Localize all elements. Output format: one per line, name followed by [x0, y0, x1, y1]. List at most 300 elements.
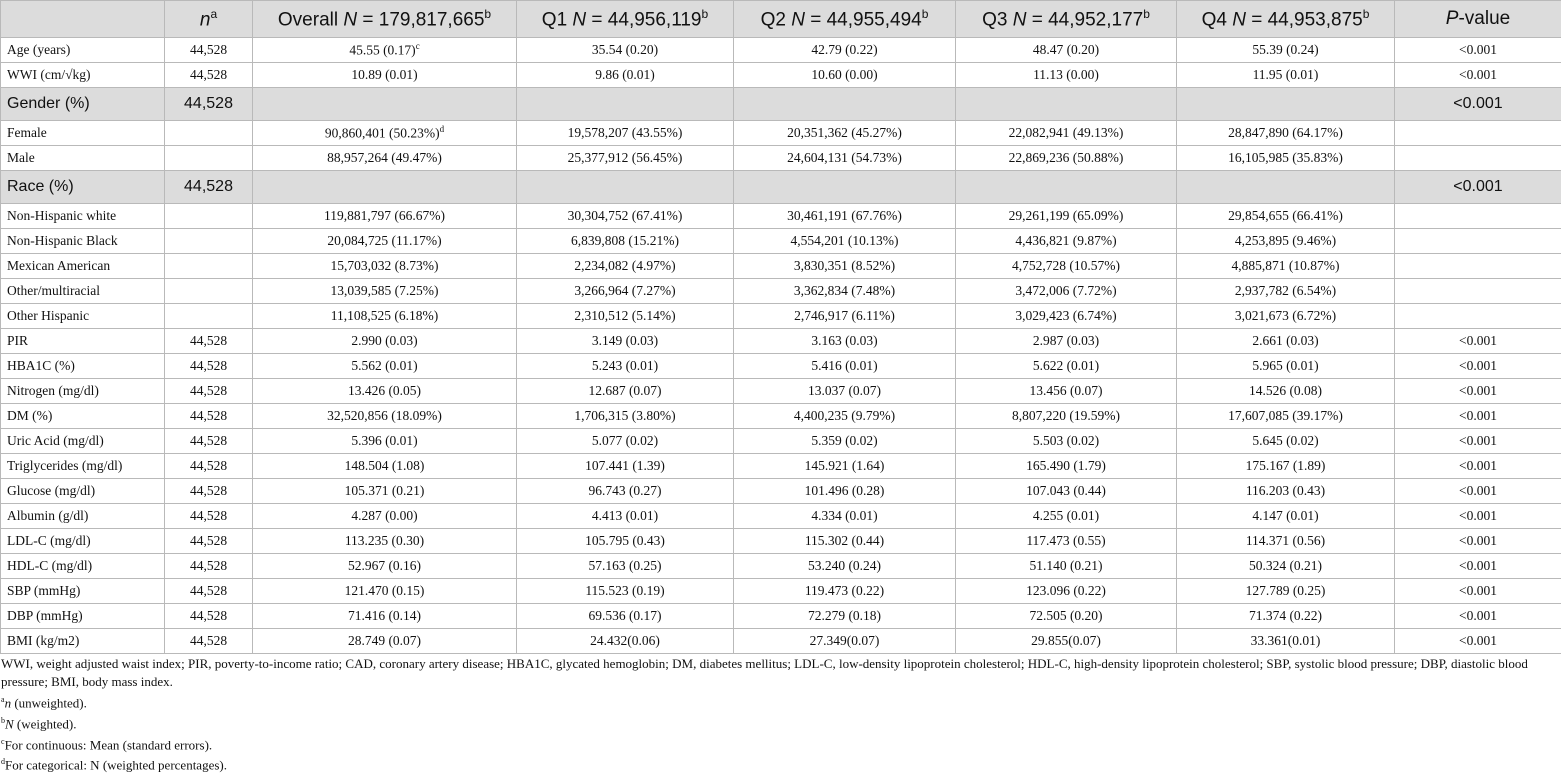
cell-value: 5.503 (0.02): [1032, 433, 1100, 448]
row-label: WWI (cm/√kg): [1, 63, 165, 88]
row-label: Albumin (g/dl): [1, 504, 165, 529]
cell-value: 113.235 (0.30): [344, 533, 425, 548]
cell-n: [165, 629, 253, 654]
cell-q4: [1177, 229, 1395, 254]
cell-q1: [517, 479, 734, 504]
cell-value: 44,528: [189, 558, 228, 573]
cell-value: 148.504 (1.08): [344, 458, 425, 473]
row-label: Gender (%): [1, 88, 165, 121]
header-italic: n: [199, 9, 211, 31]
footnote-italic: n: [4, 695, 12, 711]
cell-overall: [253, 354, 517, 379]
cell-value: 90,860,401 (50.23%): [324, 125, 440, 141]
cell-value: 3.149 (0.03): [591, 333, 659, 348]
cell-value: 127.789 (0.25): [1245, 583, 1326, 598]
cell-value: 4,752,728 (10.57%): [1012, 258, 1120, 273]
cell-value: 44,528: [189, 483, 228, 498]
cell-value: 42.79 (0.22): [811, 42, 878, 57]
table-row: [1, 504, 1561, 529]
cell-value: 16,105,985 (35.83%): [1228, 150, 1343, 165]
cell-value: 2,310,512 (5.14%): [574, 308, 676, 323]
cell-value: 1,706,315 (3.80%): [574, 408, 676, 423]
cell-value: 20,351,362 (45.27%): [787, 125, 902, 140]
cell-q2: [734, 579, 956, 604]
cell-q1: [517, 429, 734, 454]
header-footnote-mark: b: [1143, 6, 1150, 21]
cell-value: 24,604,131 (54.73%): [787, 150, 902, 165]
cell-value: 4,554,201 (10.13%): [790, 233, 899, 248]
header-text: = 44,953,875: [1245, 9, 1363, 31]
cell-overall: [253, 121, 517, 146]
cell-overall: [253, 279, 517, 304]
cell-value: 5.396 (0.01): [351, 433, 418, 448]
cell-value: <0.001: [1459, 558, 1497, 573]
cell-n: [165, 379, 253, 404]
cell-q4: [1177, 529, 1395, 554]
cell-n: [165, 146, 253, 171]
cell-value: 2,937,782 (6.54%): [1234, 283, 1337, 298]
cell-p: [1395, 121, 1561, 146]
cell-q3: [956, 304, 1177, 329]
header-text: Q4: [1201, 9, 1233, 31]
cell-value: 44,528: [189, 433, 228, 448]
cell-value: 8,807,220 (19.59%): [1012, 408, 1120, 423]
cell-q4: [1177, 629, 1395, 654]
cell-value: 32,520,856 (18.09%): [327, 408, 442, 423]
cell-value: <0.001: [1459, 358, 1497, 373]
cell-value: <0.001: [1459, 333, 1497, 348]
cell-q1: [517, 229, 734, 254]
footnote-text: (unweighted).: [11, 695, 87, 711]
cell-value: 175.167 (1.89): [1245, 458, 1326, 473]
group-row: [1, 171, 1561, 204]
row-label: Race (%): [1, 171, 165, 204]
cell-overall: [253, 629, 517, 654]
cell-q4: [1177, 454, 1395, 479]
table-row: [1, 63, 1561, 88]
cell-p: [1395, 479, 1561, 504]
cell-value: 115.302 (0.44): [804, 533, 885, 548]
cell-q3: [956, 379, 1177, 404]
cell-q3: [956, 279, 1177, 304]
footnote-mark: a: [1, 695, 5, 704]
cell-value: <0.001: [1459, 633, 1497, 648]
cell-footnote-mark: d: [439, 124, 445, 135]
header-footnote-mark: a: [210, 6, 218, 21]
cell-n: [165, 354, 253, 379]
cell-q2: [734, 171, 956, 204]
cell-q3: [956, 171, 1177, 204]
table-row: [1, 329, 1561, 354]
cell-overall: [253, 304, 517, 329]
header-cell-2: [517, 1, 734, 38]
table-row: [1, 354, 1561, 379]
table-row: [1, 229, 1561, 254]
table-row: [1, 304, 1561, 329]
cell-value: 10.60 (0.00): [811, 67, 878, 82]
cell-q1: [517, 279, 734, 304]
cell-value: 5.645 (0.02): [1252, 433, 1319, 448]
footnote-mark: c: [1, 736, 5, 746]
cell-value: 10.89 (0.01): [351, 67, 418, 82]
cell-value: 13.426 (0.05): [347, 383, 422, 398]
footnotes: [1, 691, 1559, 774]
header-text: = 44,956,119: [586, 9, 702, 31]
cell-value: 4.413 (0.01): [591, 508, 659, 523]
cell-q3: [956, 504, 1177, 529]
cell-q1: [517, 629, 734, 654]
cell-overall: [253, 254, 517, 279]
cell-p: [1395, 454, 1561, 479]
cell-p: [1395, 279, 1561, 304]
cell-value: 5.359 (0.02): [811, 433, 878, 448]
cell-q4: [1177, 404, 1395, 429]
cell-value: 3,021,673 (6.72%): [1234, 308, 1337, 323]
cell-value: 119.473 (0.22): [804, 583, 885, 598]
cell-value: 88,957,264 (49.47%): [327, 150, 442, 165]
cell-q2: [734, 279, 956, 304]
cell-overall: [253, 38, 517, 63]
cell-p: [1395, 254, 1561, 279]
cell-q1: [517, 121, 734, 146]
cell-value: 13.037 (0.07): [807, 383, 882, 398]
footnote-text: For categorical: N (weighted percentages).: [5, 757, 227, 773]
cell-value: 44,528: [189, 608, 228, 623]
cell-value: 71.416 (0.14): [347, 608, 422, 623]
cell-value: 107.043 (0.44): [1026, 483, 1106, 498]
cell-value: <0.001: [1459, 458, 1497, 473]
header-text: Q2: [760, 9, 792, 31]
cell-value: 5.562 (0.01): [351, 358, 418, 373]
cell-value: 22,082,941 (49.13%): [1008, 125, 1124, 140]
cell-n: [165, 329, 253, 354]
cell-overall: [253, 171, 517, 204]
cell-n: [165, 304, 253, 329]
cell-value: 53.240 (0.24): [807, 558, 882, 573]
cell-value: 29,854,655 (66.41%): [1228, 208, 1343, 223]
cell-value: 33.361(0.01): [1250, 633, 1321, 648]
cell-value: 44,528: [189, 583, 228, 598]
cell-q1: [517, 38, 734, 63]
row-label: Female: [1, 121, 165, 146]
cell-value: 72.505 (0.20): [1029, 608, 1103, 623]
cell-value: 116.203 (0.43): [1245, 483, 1326, 498]
header-italic: N: [1012, 9, 1027, 31]
cell-overall: [253, 88, 517, 121]
cell-value: 121.470 (0.15): [344, 583, 425, 598]
footnote-d: [1, 753, 1559, 774]
cell-n: [165, 454, 253, 479]
row-label: HDL-C (mg/dl): [1, 554, 165, 579]
header-footnote-mark: b: [701, 6, 709, 21]
cell-value: <0.001: [1459, 533, 1497, 548]
table-row: [1, 529, 1561, 554]
cell-value: 3,266,964 (7.27%): [574, 283, 676, 298]
footnote-text: (weighted).: [13, 716, 77, 732]
cell-p: [1395, 529, 1561, 554]
cell-n: [165, 604, 253, 629]
cell-q2: [734, 479, 956, 504]
cell-value: 96.743 (0.27): [588, 483, 662, 498]
row-label: DM (%): [1, 404, 165, 429]
cell-q2: [734, 379, 956, 404]
cell-q2: [734, 454, 956, 479]
cell-q2: [734, 429, 956, 454]
cell-q2: [734, 554, 956, 579]
cell-q2: [734, 304, 956, 329]
cell-n: [165, 204, 253, 229]
cell-p: [1395, 304, 1561, 329]
cell-value: 29,261,199 (65.09%): [1008, 208, 1124, 223]
cell-value: 44,528: [189, 633, 228, 648]
cell-q2: [734, 121, 956, 146]
cell-q2: [734, 629, 956, 654]
cell-value: <0.001: [1459, 483, 1497, 498]
cell-value: 20,084,725 (11.17%): [327, 233, 442, 248]
cell-value: <0.001: [1459, 408, 1497, 423]
header-text: -value: [1458, 8, 1511, 29]
cell-value: 44,528: [189, 508, 228, 523]
header-cell-4: [956, 1, 1177, 38]
cell-p: [1395, 146, 1561, 171]
cell-value: 28.749 (0.07): [347, 633, 422, 648]
cell-n: [165, 121, 253, 146]
footnote-b: [1, 712, 1559, 733]
cell-q1: [517, 354, 734, 379]
header-footnote-mark: b: [484, 6, 492, 21]
table-row: [1, 404, 1561, 429]
header-text: = 44,952,177: [1026, 9, 1144, 31]
cell-q4: [1177, 504, 1395, 529]
row-label: Other/multiracial: [1, 279, 165, 304]
cell-p: [1395, 554, 1561, 579]
cell-q3: [956, 329, 1177, 354]
cell-value: <0.001: [1459, 67, 1497, 82]
cell-q3: [956, 479, 1177, 504]
table-row: [1, 38, 1561, 63]
cell-p: [1395, 404, 1561, 429]
cell-q1: [517, 88, 734, 121]
cell-q3: [956, 629, 1177, 654]
cell-q4: [1177, 604, 1395, 629]
cell-value: <0.001: [1459, 383, 1497, 398]
cell-p: [1395, 204, 1561, 229]
group-row: [1, 88, 1561, 121]
footnote-italic: N: [5, 716, 14, 732]
cell-q2: [734, 354, 956, 379]
row-label: Age (years): [1, 38, 165, 63]
cell-value: 71.374 (0.22): [1248, 608, 1323, 623]
cell-value: 6,839,808 (15.21%): [571, 233, 679, 248]
cell-n: [165, 254, 253, 279]
cell-q2: [734, 404, 956, 429]
footnote-a: [1, 691, 1559, 712]
cell-value: 44,528: [189, 383, 228, 398]
cell-value: 11.13 (0.00): [1033, 67, 1099, 82]
cell-q1: [517, 379, 734, 404]
cell-value: 4.255 (0.01): [1032, 508, 1100, 523]
table-row: [1, 121, 1561, 146]
cell-n: [165, 279, 253, 304]
cell-q4: [1177, 88, 1395, 121]
row-label: HBA1C (%): [1, 354, 165, 379]
row-label: LDL-C (mg/dl): [1, 529, 165, 554]
cell-q4: [1177, 204, 1395, 229]
cell-q1: [517, 604, 734, 629]
cell-p: [1395, 354, 1561, 379]
cell-value: 105.371 (0.21): [344, 483, 425, 498]
cell-p: [1395, 88, 1561, 121]
cell-n: [165, 479, 253, 504]
cell-value: 57.163 (0.25): [588, 558, 662, 573]
cell-n: [165, 504, 253, 529]
cell-p: [1395, 629, 1561, 654]
cell-p: [1395, 171, 1561, 204]
row-label: SBP (mmHg): [1, 579, 165, 604]
cell-p: [1395, 229, 1561, 254]
cell-q1: [517, 171, 734, 204]
header-cell-3: [734, 1, 956, 38]
cell-value: 4.287 (0.00): [351, 508, 418, 523]
cell-n: [165, 229, 253, 254]
cell-q4: [1177, 38, 1395, 63]
cell-value: 44,528: [189, 458, 228, 473]
cell-q1: [517, 254, 734, 279]
cell-value: 114.371 (0.56): [1245, 533, 1326, 548]
cell-value: 44,528: [189, 67, 228, 82]
cell-q2: [734, 529, 956, 554]
cell-value: 11.95 (0.01): [1252, 67, 1319, 82]
cell-q2: [734, 38, 956, 63]
cell-value: 44,528: [189, 358, 228, 373]
cell-q1: [517, 554, 734, 579]
header-text: Q3: [982, 9, 1013, 31]
cell-value: 2.661 (0.03): [1252, 333, 1319, 348]
cell-q1: [517, 454, 734, 479]
cell-value: 11,108,525 (6.18%): [330, 308, 439, 323]
row-label: Male: [1, 146, 165, 171]
cell-q2: [734, 604, 956, 629]
cell-q4: [1177, 279, 1395, 304]
cell-overall: [253, 579, 517, 604]
cell-q3: [956, 604, 1177, 629]
cell-value: 44,528: [184, 178, 233, 195]
cell-value: 105.795 (0.43): [585, 533, 665, 548]
cell-p: [1395, 504, 1561, 529]
header-cell-6: [1395, 1, 1561, 38]
cell-value: 5.077 (0.02): [591, 433, 659, 448]
cell-q4: [1177, 554, 1395, 579]
cell-value: 51.140 (0.21): [1029, 558, 1103, 573]
header-footnote-mark: b: [1362, 6, 1370, 21]
row-label: DBP (mmHg): [1, 604, 165, 629]
cell-n: [165, 554, 253, 579]
cell-q3: [956, 229, 1177, 254]
table-row: [1, 554, 1561, 579]
cell-value: 17,607,085 (39.17%): [1228, 408, 1343, 423]
cell-value: 69.536 (0.17): [588, 608, 662, 623]
cell-n: [165, 38, 253, 63]
cell-value: 48.47 (0.20): [1032, 42, 1100, 57]
cell-q2: [734, 63, 956, 88]
header-text: Overall: [277, 9, 344, 31]
cell-q1: [517, 204, 734, 229]
cell-overall: [253, 504, 517, 529]
cell-overall: [253, 404, 517, 429]
header-italic: N: [791, 9, 805, 31]
cell-value: 3,362,834 (7.48%): [793, 283, 896, 298]
cell-q2: [734, 204, 956, 229]
cell-value: 30,461,191 (67.76%): [787, 208, 902, 223]
cell-value: 4,253,895 (9.46%): [1234, 233, 1337, 248]
cell-q2: [734, 146, 956, 171]
cell-q1: [517, 504, 734, 529]
cell-p: [1395, 429, 1561, 454]
cell-p: [1395, 379, 1561, 404]
header-cell-1: [253, 1, 517, 38]
cell-q3: [956, 529, 1177, 554]
cell-p: [1395, 579, 1561, 604]
cell-value: 13,039,585 (7.25%): [330, 283, 439, 298]
row-label: Triglycerides (mg/dl): [1, 454, 165, 479]
cell-value: 44,528: [189, 533, 228, 548]
cell-value: 14.526 (0.08): [1248, 383, 1323, 398]
cell-value: 44,528: [189, 42, 228, 57]
table-row: [1, 629, 1561, 654]
cell-value: 4,400,235 (9.79%): [793, 408, 896, 423]
cell-value: 4,885,871 (10.87%): [1231, 258, 1340, 273]
cell-q1: [517, 329, 734, 354]
cell-value: 44,528: [189, 333, 228, 348]
table-row: [1, 379, 1561, 404]
cell-value: 28,847,890 (64.17%): [1228, 125, 1343, 140]
header-text: = 44,955,494: [804, 9, 922, 31]
cell-value: <0.001: [1453, 178, 1503, 195]
cell-q4: [1177, 121, 1395, 146]
footnote-mark: b: [1, 715, 5, 725]
cell-q3: [956, 254, 1177, 279]
table-row: [1, 279, 1561, 304]
cell-value: 107.441 (1.39): [585, 458, 665, 473]
header-text: Q1: [541, 9, 573, 31]
cell-value: 119,881,797 (66.67%): [324, 208, 445, 223]
cell-q3: [956, 579, 1177, 604]
cell-value: 2,234,082 (4.97%): [574, 258, 676, 273]
header-italic: N: [343, 9, 358, 31]
header-italic: N: [1232, 9, 1246, 31]
cell-q3: [956, 146, 1177, 171]
cell-value: <0.001: [1459, 433, 1497, 448]
cell-overall: [253, 146, 517, 171]
row-label: Nitrogen (mg/dl): [1, 379, 165, 404]
cell-value: 3,830,351 (8.52%): [793, 258, 896, 273]
cell-value: 5.243 (0.01): [591, 358, 659, 373]
cell-q3: [956, 88, 1177, 121]
cell-value: 12.687 (0.07): [588, 383, 662, 398]
cell-value: <0.001: [1459, 42, 1497, 57]
cell-q4: [1177, 479, 1395, 504]
cell-overall: [253, 204, 517, 229]
cell-value: 30,304,752 (67.41%): [567, 208, 683, 223]
cell-value: 24.432(0.06): [590, 633, 660, 648]
cell-footnote-mark: c: [415, 41, 420, 52]
cell-overall: [253, 229, 517, 254]
cell-n: [165, 63, 253, 88]
cell-q3: [956, 63, 1177, 88]
cell-p: [1395, 604, 1561, 629]
row-label: Mexican American: [1, 254, 165, 279]
cell-q2: [734, 229, 956, 254]
